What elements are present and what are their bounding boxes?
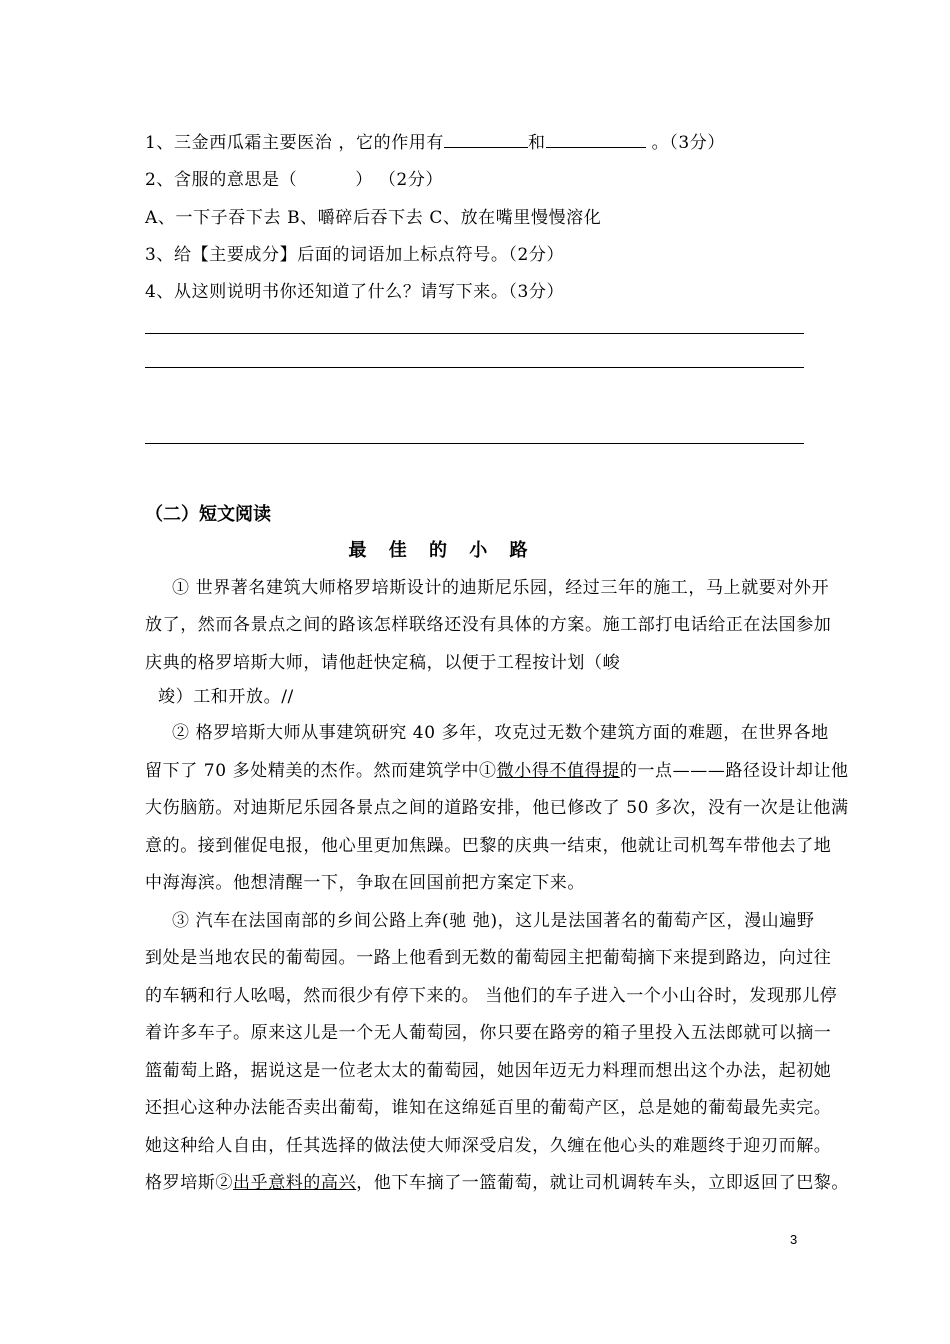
q2-suffix: ） （2分） bbox=[355, 170, 444, 190]
passage-line: 到处是当地农民的葡萄园。一路上他看到无数的葡萄园主把葡萄摘下来提到路边，向过往 bbox=[145, 948, 832, 968]
q1-mid: 和 bbox=[528, 133, 546, 153]
question-4: 4、从这则说明书你还知道了什么？请写下来。（3分） bbox=[145, 282, 565, 302]
passage-line: 中海海滨。他想清醒一下，争取在回国前把方案定下来。 bbox=[145, 873, 585, 893]
q1-blank-1[interactable] bbox=[444, 131, 528, 148]
q1-blank-2[interactable] bbox=[546, 131, 646, 148]
question-3: 3、给【主要成分】后面的词语加上标点符号。（2分） bbox=[145, 245, 565, 265]
answer-line-1[interactable] bbox=[145, 333, 804, 334]
underlined-phrase-1: 微小得不值得提 bbox=[496, 761, 620, 781]
passage-line: 放了，然而各景点之间的路该怎样联络还没有具体的方案。施工部打电话给正在法国参加 bbox=[145, 615, 832, 635]
passage-line: 她这种给人自由，任其选择的做法使大师深受启发，久缠在他心头的难题终于迎刃而解。 bbox=[145, 1136, 832, 1156]
passage-line: 竣）工和开放。// bbox=[158, 687, 294, 707]
passage-text: 留下了 70 多处精美的杰作。然而建筑学中① bbox=[145, 761, 497, 781]
answer-line-3[interactable] bbox=[145, 443, 804, 444]
passage-line bbox=[145, 756, 849, 781]
passage-text: 的一点———路径设计却让他 bbox=[619, 761, 849, 781]
section-heading: （二）短文阅读 bbox=[145, 504, 271, 525]
passage-line: 意的。接到催促电报，他心里更加焦躁。巴黎的庆典一结束，他就让司机驾车带他去了地 bbox=[145, 836, 832, 856]
question-1 bbox=[145, 128, 725, 153]
passage-line: 的车辆和行人吆喝，然而很少有停下来的。 当他们的车子进入一个小山谷时，发现那儿停 bbox=[145, 986, 838, 1006]
underlined-phrase-2: 出乎意料的高兴 bbox=[233, 1173, 357, 1193]
passage-line: 还担心这种办法能否卖出葡萄，谁知在这绵延百里的葡萄产区，总是她的葡萄最先卖完。 bbox=[145, 1098, 832, 1118]
q1-prefix: 1、三金西瓜霜主要医治 ，它的作用有 bbox=[145, 133, 445, 153]
passage-line: ② 格罗培斯大师从事建筑研究 40 多年，攻克过无数个建筑方面的难题，在世界各地 bbox=[172, 723, 829, 743]
passage-text: 格罗培斯② bbox=[145, 1173, 233, 1193]
passage-line: 着许多车子。原来这儿是一个无人葡萄园，你只要在路旁的箱子里投入五法郎就可以摘一 bbox=[145, 1023, 832, 1043]
q2-prefix: 2、含服的意思是（ bbox=[145, 170, 298, 190]
passage-title: 最 佳 的 小 路 bbox=[348, 540, 536, 561]
passage-line: 庆典的格罗培斯大师，请他赶快定稿，以便于工程按计划（峻 bbox=[145, 653, 621, 673]
question-2 bbox=[145, 165, 443, 190]
page-number: 3 bbox=[790, 1232, 798, 1247]
passage-text: ，他下车摘了一篮葡萄，就让司机调转车头，立即返回了巴黎。 bbox=[356, 1173, 850, 1193]
passage-line: 大伤脑筋。对迪斯尼乐园各景点之间的道路安排，他已修改了 50 多次，没有一次是让他满 bbox=[145, 798, 849, 818]
passage-line bbox=[145, 1168, 849, 1193]
answer-line-2[interactable] bbox=[145, 367, 804, 368]
q1-suffix: 。（3分） bbox=[645, 133, 725, 153]
passage-line: 篮葡萄上路，据说这是一位老太太的葡萄园，她因年迈无力料理而想出这个办法，起初她 bbox=[145, 1061, 832, 1081]
question-2-options: A、一下子吞下去 B、嚼碎后吞下去 C、放在嘴里慢慢溶化 bbox=[145, 208, 602, 228]
passage-line: ① 世界著名建筑大师格罗培斯设计的迪斯尼乐园，经过三年的施工，马上就要对外开 bbox=[172, 578, 830, 598]
passage-line: ③ 汽车在法国南部的乡间公路上奔(驰 弛)，这儿是法国著名的葡萄产区，漫山遍野 bbox=[172, 911, 815, 931]
